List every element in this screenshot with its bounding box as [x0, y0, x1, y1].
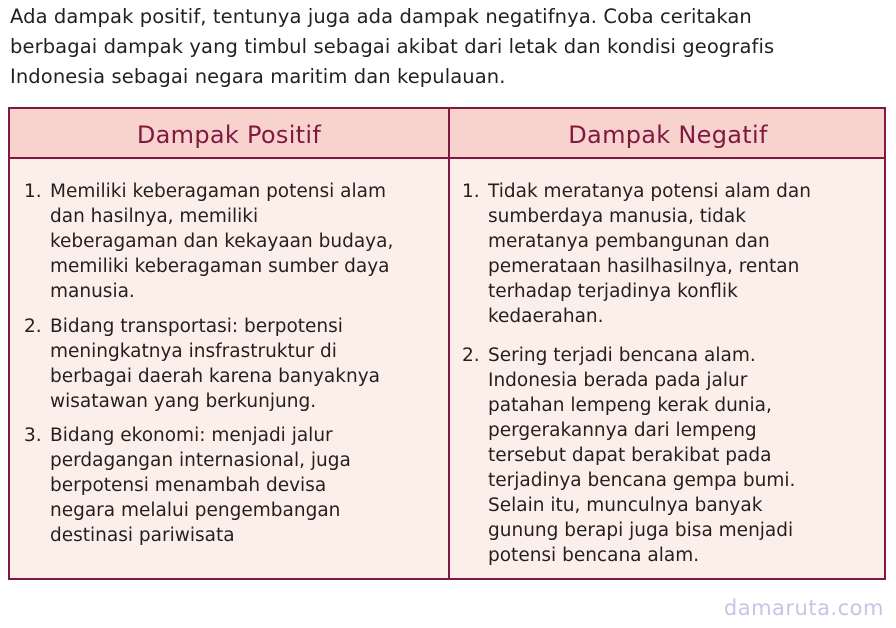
item-number: 3.	[24, 425, 42, 446]
item-number: 2.	[462, 345, 480, 366]
item-line: sumberdaya manusia, tidak	[488, 206, 746, 227]
item-line: manusia.	[50, 281, 135, 302]
header-negative: Dampak Negatif	[568, 121, 768, 149]
item-line: Selain itu, munculnya banyak	[488, 495, 763, 516]
item-line: tersebut dapat berakibat pada	[488, 445, 772, 466]
item-line: Bidang transportasi: berpotensi	[50, 316, 343, 337]
item-text	[488, 179, 882, 329]
intro-line: Ada dampak positif, tentunya juga ada dampak negatifnya. Coba ceritakan	[10, 5, 752, 28]
intro-paragraph	[10, 2, 888, 92]
item-number: 2.	[24, 316, 42, 337]
intro-line: Indonesia sebagai negara maritim dan kepulauan.	[10, 65, 506, 88]
list-item	[24, 179, 448, 304]
item-text	[50, 179, 448, 304]
intro-line: berbagai dampak yang timbul sebagai akibat dari letak dan kondisi geografis	[10, 35, 775, 58]
header-positive: Dampak Positif	[136, 121, 322, 149]
item-line: terjadinya bencana gempa bumi.	[488, 470, 796, 491]
item-line: gunung berapi juga bisa menjadi	[488, 520, 794, 541]
item-line: meningkatnya insfrastruktur di	[50, 341, 337, 362]
list-item	[462, 343, 882, 568]
item-line: destinasi pariwisata	[50, 525, 235, 546]
item-number: 1.	[462, 181, 480, 202]
list-item	[24, 314, 448, 414]
list-item	[24, 423, 448, 548]
item-line: berpotensi menambah devisa	[50, 475, 327, 496]
impact-table	[8, 107, 886, 580]
item-line: Bidang ekonomi: menjadi jalur	[50, 425, 333, 446]
item-line: Tidak meratanya potensi alam dan	[488, 181, 811, 202]
item-text	[50, 423, 448, 548]
watermark: damaruta.com	[723, 596, 884, 620]
item-line: dan hasilnya, memiliki	[50, 206, 259, 227]
item-line: patahan lempeng kerak dunia,	[488, 395, 772, 416]
positive-impact-list	[24, 179, 448, 548]
list-item	[462, 179, 882, 329]
item-line: pergerakannya dari lempeng	[488, 420, 757, 441]
column-divider	[448, 109, 450, 578]
item-line: Sering terjadi bencana alam.	[488, 345, 756, 366]
item-line: Memiliki keberagaman potensi alam	[50, 181, 386, 202]
item-line: pemerataan hasilhasilnya, rentan	[488, 256, 800, 277]
item-line: terhadap terjadinya konflik	[488, 281, 738, 302]
item-line: berbagai daerah karena banyaknya	[50, 366, 380, 387]
item-line: negara melalui pengembangan	[50, 500, 341, 521]
negative-impact-list	[462, 179, 882, 568]
item-number: 1.	[24, 181, 42, 202]
item-line: keberagaman dan kekayaan budaya,	[50, 231, 394, 252]
item-text	[50, 314, 448, 414]
item-line: kedaerahan.	[488, 306, 604, 327]
item-line: Indonesia berada pada jalur	[488, 370, 748, 391]
item-line: memiliki keberagaman sumber daya	[50, 256, 390, 277]
item-line: wisatawan yang berkunjung.	[50, 391, 317, 412]
item-line: meratanya pembangunan dan	[488, 231, 770, 252]
item-line: perdagangan internasional, juga	[50, 450, 351, 471]
item-text	[488, 343, 882, 568]
item-line: potensi bencana alam.	[488, 545, 700, 566]
